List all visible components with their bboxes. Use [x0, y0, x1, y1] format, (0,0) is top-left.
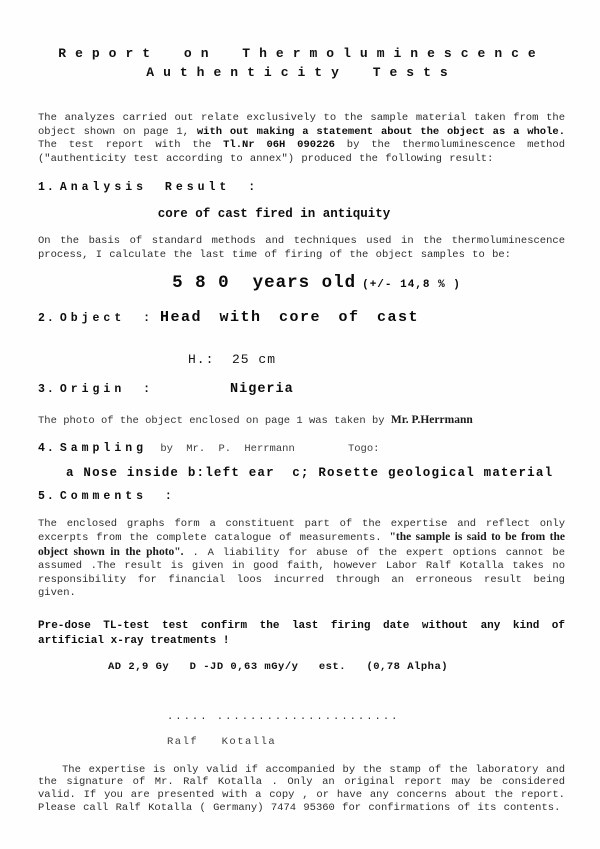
sampling-by-text: by Mr. P. Herrmann Togo:	[147, 442, 380, 455]
section-4-heading	[38, 442, 565, 455]
validity-footer-paragraph: The expertise is only valid if accompanied by the stamp of the laboratory and the signature of Mr. Ralf Kotalla . Only an original report may be considered valid. If you are presented with a copy , or have any concerns about the report. Please call Ralf Kotalla ( Germany) 7474 95360 for confirmations of its contents.	[38, 763, 565, 814]
analysis-basis-paragraph: On the basis of standard methods and techniques used in the thermoluminescence process, I calculate the last time of firing of the object samples to be:	[38, 235, 565, 261]
section-3-heading	[38, 382, 565, 397]
signature-block	[38, 711, 565, 748]
section-1-heading	[38, 181, 565, 194]
age-result-line	[38, 273, 565, 293]
section-1-number: 1.	[38, 181, 56, 194]
age-tolerance: (+/- 14,8 % )	[362, 278, 461, 291]
section-3-label: Origin :	[59, 382, 155, 396]
photographer-name: Mr. P.Herrmann	[390, 413, 473, 426]
object-value: Head with core of cast	[160, 308, 420, 326]
comments-paragraph	[38, 518, 565, 601]
section-5-label: Comments :	[59, 489, 176, 503]
analysis-result-line: core of cast fired in antiquity	[157, 207, 391, 221]
object-height-line: H.: 25 cm	[188, 351, 277, 367]
section-1-label: Analysis Result :	[59, 181, 260, 194]
sample-locations-line: a Nose inside b:left ear c; Rosette geological material	[66, 465, 554, 480]
comments-text-2: . A liability for abuse of the expert options cannot be assumed .The result is given in good faith, however Labor Ralf Kotalla takes no responsibility for financial loos incurred through an erroneous result being given.	[38, 546, 566, 599]
signature-dotted-line: ..... ......................	[167, 710, 400, 723]
photo-credit-line	[38, 414, 565, 427]
intro-statement-bold: with out making a statement about the object as a whole.	[196, 125, 566, 138]
report-title-line1: Report on Thermoluminescence	[58, 46, 545, 61]
report-title	[38, 44, 565, 82]
intro-text-2: The test report with the	[38, 139, 224, 151]
section-4-label: Sampling	[59, 441, 148, 455]
section-2-label: Object :	[59, 311, 155, 325]
section-5-heading	[38, 490, 565, 503]
section-3-number: 3.	[38, 382, 56, 396]
tl-number: Tl.Nr 06H 090226	[223, 139, 335, 151]
dose-values-line: AD 2,9 Gy D -JD 0,63 mGy/y est. (0,78 Alpha)	[108, 660, 449, 673]
predose-statement: Pre-dose TL-test test confirm the last firing date without any kind of artificial x-ray treatments !	[38, 619, 565, 647]
intro-text-1: The analyzes carried out relate exclusively to the sample material taken from the object shown on page 1,	[38, 112, 565, 138]
section-2-number: 2.	[38, 311, 56, 325]
comments-text-1: The enclosed graphs form a constituent part of the expertise and reflect only excerpts from the complete catalogue of measurements.	[38, 517, 565, 544]
intro-paragraph	[38, 112, 565, 166]
age-value: 5 8 0 years old	[172, 272, 357, 293]
report-title-line2: Authenticity Tests	[146, 65, 457, 80]
origin-value: Nigeria	[230, 381, 294, 397]
intro-text-3: by the thermoluminescence method ("authenticity test according to annex") produced the following result:	[38, 139, 565, 165]
photo-credit-text: The photo of the object enclosed on page 1 was taken by	[38, 414, 391, 427]
section-4-number: 4.	[38, 441, 56, 455]
section-5-number: 5.	[38, 489, 56, 503]
signature-name: Ralf Kotalla	[167, 735, 277, 748]
comments-quote-serif: "the sample is said to be from the object shown in the photo".	[38, 531, 565, 558]
section-2-heading	[38, 309, 565, 326]
